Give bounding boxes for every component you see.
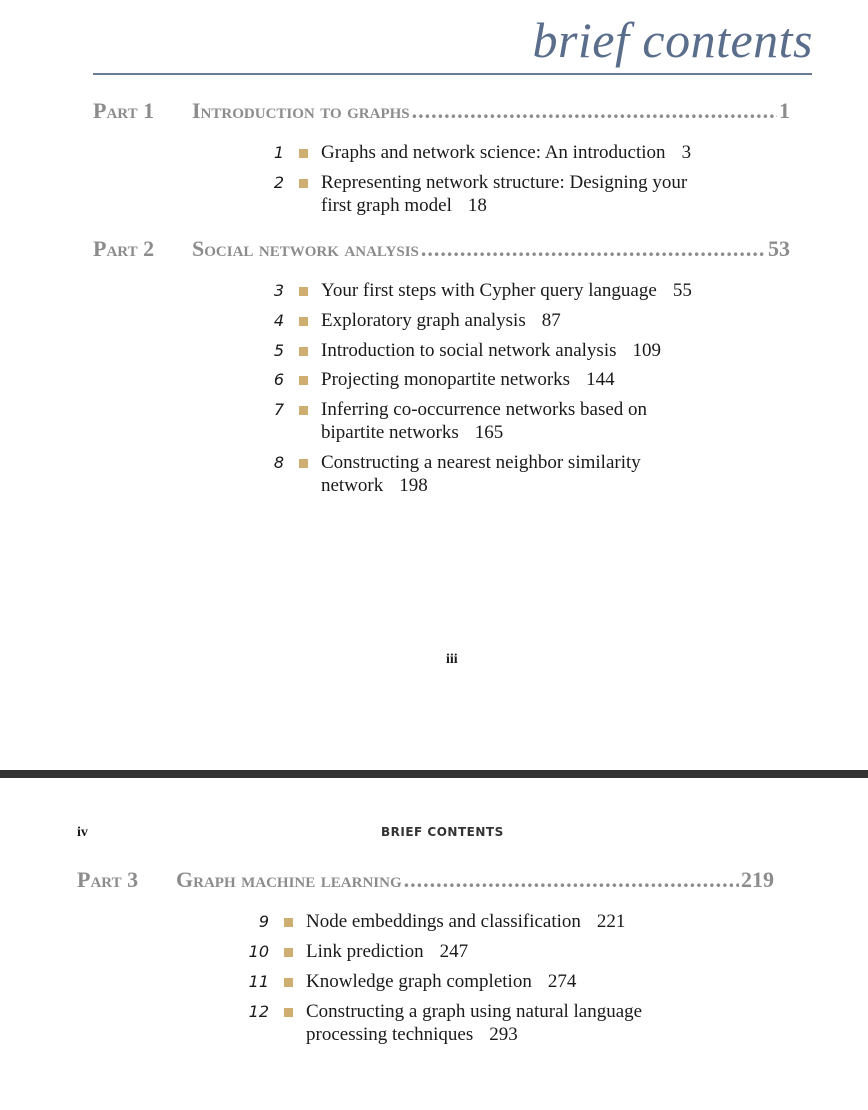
- bullet-square-icon: [299, 317, 308, 326]
- chapter-number: 7: [273, 400, 284, 419]
- chapter-entry[interactable]: [241, 1000, 696, 1046]
- chapter-number: 4: [273, 311, 284, 330]
- chapter-number: 3: [273, 281, 284, 300]
- chapter-page-number: 247: [439, 941, 469, 962]
- page-iv: [0, 778, 868, 1110]
- part-heading[interactable]: [93, 98, 790, 128]
- bullet-square-icon: [299, 406, 308, 415]
- chapter-entry[interactable]: [256, 279, 761, 302]
- bullet-square-icon: [299, 179, 308, 188]
- chapter-number: 9: [258, 912, 269, 931]
- chapter-page-number: 165: [474, 422, 504, 443]
- chapter-page-number: 18: [467, 195, 487, 216]
- part-label: Part 2: [93, 236, 155, 261]
- chapter-entry[interactable]: [256, 141, 721, 164]
- chapter-entry[interactable]: [256, 309, 721, 332]
- bullet-square-icon: [284, 978, 293, 987]
- bullet-square-icon: [284, 1008, 293, 1017]
- chapter-title: Link prediction: [306, 941, 424, 962]
- page-number: iv: [77, 825, 88, 840]
- chapter-title: Exploratory graph analysis: [321, 310, 526, 331]
- dot-leader: [421, 236, 766, 262]
- chapter-page-number: 221: [596, 911, 626, 932]
- part-label: Part 3: [77, 867, 139, 892]
- chapter-entry[interactable]: [256, 451, 691, 497]
- part-heading[interactable]: [93, 236, 790, 266]
- chapter-entry[interactable]: [241, 910, 706, 933]
- bullet-square-icon: [284, 948, 293, 957]
- running-head: BRIEF CONTENTS: [381, 825, 504, 839]
- bullet-square-icon: [299, 149, 308, 158]
- chapter-title: Projecting monopartite networks: [321, 369, 571, 390]
- chapter-page-number: 87: [541, 310, 561, 331]
- chapter-number: 11: [248, 972, 269, 991]
- chapter-page-number: 109: [632, 340, 661, 361]
- chapter-entry[interactable]: [256, 339, 761, 362]
- chapter-page-number: 3: [681, 142, 692, 163]
- part-page-number: 219: [741, 867, 774, 892]
- chapter-title: Inferring co-occurrence networks based on bipartite networks: [321, 399, 648, 443]
- chapter-page-number: 198: [399, 475, 428, 496]
- chapter-page-number: 55: [672, 280, 692, 301]
- page-divider: [0, 770, 868, 778]
- bullet-square-icon: [299, 347, 308, 356]
- chapter-title: Node embeddings and classification: [306, 911, 581, 932]
- page-number: iii: [446, 652, 458, 667]
- title-rule: [93, 73, 812, 75]
- chapter-number: 10: [248, 942, 269, 961]
- chapter-entry[interactable]: [241, 970, 706, 993]
- chapter-number: 8: [273, 453, 284, 472]
- chapter-page-number: 274: [547, 971, 577, 992]
- chapter-title: Constructing a graph using natural language processing techniques: [306, 1001, 643, 1045]
- page-title: brief contents: [532, 12, 813, 68]
- part-page-number: 1: [779, 98, 790, 123]
- bullet-square-icon: [299, 459, 308, 468]
- chapter-number: 12: [248, 1002, 269, 1021]
- part-title: Social network analysis: [192, 236, 419, 261]
- part-title: Graph machine learning: [176, 867, 402, 892]
- chapter-entry[interactable]: [256, 398, 691, 444]
- chapter-title: Graphs and network science: An introduction: [321, 142, 666, 163]
- chapter-page-number: 144: [586, 369, 615, 390]
- part-heading[interactable]: [77, 867, 774, 897]
- bullet-square-icon: [299, 287, 308, 296]
- chapter-number: 6: [273, 370, 284, 389]
- chapter-number: 5: [273, 341, 284, 360]
- chapter-title: Your first steps with Cypher query language: [321, 280, 657, 301]
- chapter-page-number: 293: [489, 1024, 518, 1045]
- chapter-title: Knowledge graph completion: [306, 971, 532, 992]
- chapter-title: Constructing a nearest neighbor similarity network: [321, 452, 641, 496]
- part-title: Introduction to graphs: [192, 98, 410, 123]
- chapter-entry[interactable]: [256, 368, 721, 391]
- part-label: Part 1: [93, 98, 155, 123]
- bullet-square-icon: [284, 918, 293, 927]
- chapter-title: Introduction to social network analysis: [321, 340, 617, 361]
- chapter-number: 1: [273, 143, 284, 162]
- chapter-entry[interactable]: [256, 171, 691, 217]
- dot-leader: [404, 867, 739, 893]
- chapter-number: 2: [273, 173, 284, 192]
- chapter-title: Representing network structure: Designing your first graph model: [321, 172, 688, 216]
- dot-leader: [412, 98, 777, 124]
- part-page-number: 53: [768, 236, 790, 261]
- chapter-entry[interactable]: [241, 940, 706, 963]
- bullet-square-icon: [299, 376, 308, 385]
